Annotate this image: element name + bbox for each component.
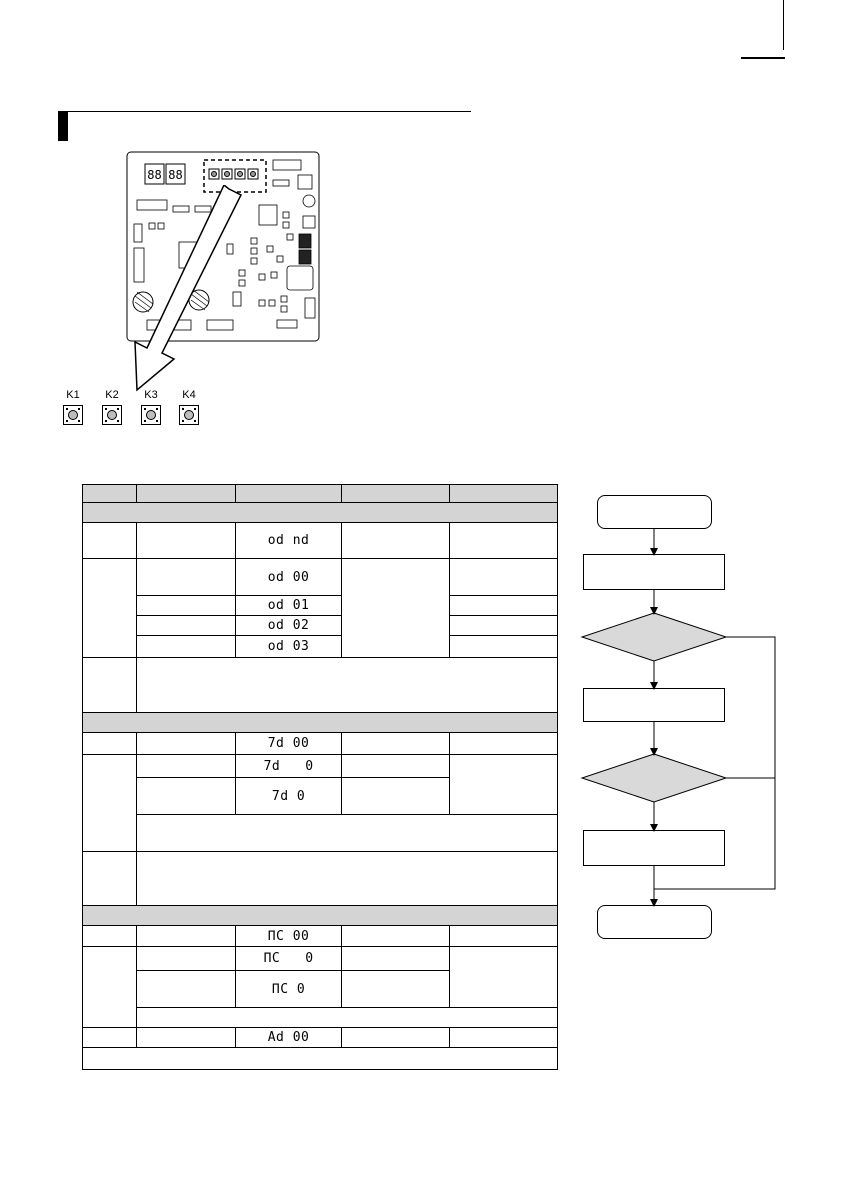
table-row xyxy=(83,755,558,778)
section-heading-bar xyxy=(58,111,68,141)
key-k1-button[interactable] xyxy=(63,405,83,425)
table-cell xyxy=(136,755,235,778)
key-k3-button[interactable] xyxy=(141,405,161,425)
table-cell xyxy=(83,658,137,713)
display-cell xyxy=(235,947,342,971)
table-cell xyxy=(136,947,235,971)
segment-display: od 01 xyxy=(267,598,310,613)
table-cell xyxy=(136,636,235,658)
segment-display: ΠC 0 xyxy=(271,981,306,997)
table-row xyxy=(83,636,558,658)
flow-start-terminal xyxy=(597,495,712,529)
table-cell xyxy=(342,755,450,778)
table-section-row xyxy=(83,713,558,733)
table-cell xyxy=(136,616,235,636)
key-k3-cap xyxy=(146,410,156,420)
display-cell xyxy=(235,636,342,658)
key-k2-cap xyxy=(107,410,117,420)
key-k4-cap xyxy=(184,410,194,420)
table-cell xyxy=(342,559,450,658)
segment-display: od 03 xyxy=(267,639,310,654)
table-note-cell xyxy=(136,815,557,852)
segment-display: 7d 0 xyxy=(263,758,314,774)
display-cell xyxy=(235,733,342,755)
table-header-cell xyxy=(450,485,558,503)
table-cell xyxy=(83,559,137,658)
table-cell xyxy=(450,733,558,755)
table-row xyxy=(83,926,558,947)
table-header-cell xyxy=(342,485,450,503)
table-cell xyxy=(450,755,558,815)
display-cell xyxy=(235,596,342,616)
table-cell xyxy=(450,559,558,596)
segment-display: Ad 00 xyxy=(267,1030,310,1045)
table-row xyxy=(83,658,558,713)
table-row xyxy=(83,1048,558,1070)
table-section-cell xyxy=(83,503,558,523)
table-row xyxy=(83,616,558,636)
table-cell xyxy=(83,926,137,947)
table-cell xyxy=(136,523,235,559)
table-cell xyxy=(342,1028,450,1048)
table-cell xyxy=(342,947,450,971)
table-cell xyxy=(450,947,558,1008)
table-note-cell xyxy=(136,852,557,906)
table-note-cell xyxy=(136,1008,557,1028)
table-row xyxy=(83,1008,558,1028)
segment-display: 7d 0 xyxy=(271,788,306,804)
table-cell xyxy=(83,733,137,755)
display-cell xyxy=(235,971,342,1008)
table-cell xyxy=(83,755,137,852)
table-row xyxy=(83,1028,558,1048)
table-cell xyxy=(450,1028,558,1048)
table-section-cell xyxy=(83,713,558,733)
table-cell xyxy=(136,596,235,616)
table-header-cell xyxy=(136,485,235,503)
flowchart-connectors xyxy=(570,525,790,915)
table-cell xyxy=(136,733,235,755)
table-section-row xyxy=(83,906,558,926)
table-cell xyxy=(136,926,235,947)
pcb-display-left: 88 xyxy=(147,168,162,182)
page-tab-mark xyxy=(741,57,785,59)
table-section-row xyxy=(83,503,558,523)
table-cell xyxy=(450,636,558,658)
pcb-display-right: 88 xyxy=(168,168,183,182)
display-cell xyxy=(235,778,342,815)
segment-display: ΠC 0 xyxy=(263,951,314,966)
table-note-cell xyxy=(136,658,557,713)
table-cell xyxy=(136,971,235,1008)
table-row xyxy=(83,733,558,755)
setting-table xyxy=(82,484,558,1070)
section-heading-rule xyxy=(68,111,471,112)
table-cell xyxy=(83,947,137,1028)
table-cell xyxy=(450,926,558,947)
table-header-cell xyxy=(235,485,342,503)
table-row xyxy=(83,852,558,906)
table-cell xyxy=(450,596,558,616)
segment-display: od 00 xyxy=(267,569,310,585)
key-k4-button[interactable] xyxy=(179,405,199,425)
table-row xyxy=(83,815,558,852)
display-cell xyxy=(235,755,342,778)
table-cell xyxy=(450,523,558,559)
table-cell xyxy=(136,778,235,815)
display-cell xyxy=(235,523,342,559)
table-cell xyxy=(136,1028,235,1048)
key-k1-cap xyxy=(68,410,78,420)
key-k2-label: K2 xyxy=(105,389,119,401)
key-k4-label: K4 xyxy=(182,389,196,401)
table-cell xyxy=(83,1028,137,1048)
table-row xyxy=(83,596,558,616)
key-k3-label: K3 xyxy=(144,389,158,401)
table-cell xyxy=(83,852,137,906)
key-k1-label: K1 xyxy=(66,389,80,401)
segment-display: od nd xyxy=(267,533,310,548)
table-footer-cell xyxy=(83,1048,558,1070)
display-cell xyxy=(235,1028,342,1048)
segment-display: 7d 00 xyxy=(267,736,310,751)
table-cell xyxy=(342,971,450,1008)
table-cell xyxy=(342,523,450,559)
display-cell xyxy=(235,559,342,596)
key-k2-button[interactable] xyxy=(102,405,122,425)
flow-decision xyxy=(582,754,726,802)
table-row xyxy=(83,559,558,596)
zoom-arrow xyxy=(120,185,250,395)
header-rule xyxy=(783,0,784,50)
segment-display: ΠC 00 xyxy=(267,928,310,944)
table-cell xyxy=(450,616,558,636)
table-cell xyxy=(342,733,450,755)
table-cell xyxy=(136,559,235,596)
table-cell xyxy=(83,523,137,559)
table-row xyxy=(83,947,558,971)
segment-display: od 02 xyxy=(267,618,310,633)
table-header-row xyxy=(83,485,558,503)
display-cell xyxy=(235,616,342,636)
flow-decision xyxy=(582,613,726,661)
table-row xyxy=(83,523,558,559)
table-cell xyxy=(342,778,450,815)
display-cell xyxy=(235,926,342,947)
table-header-cell xyxy=(83,485,137,503)
table-cell xyxy=(342,926,450,947)
table-section-cell xyxy=(83,906,558,926)
